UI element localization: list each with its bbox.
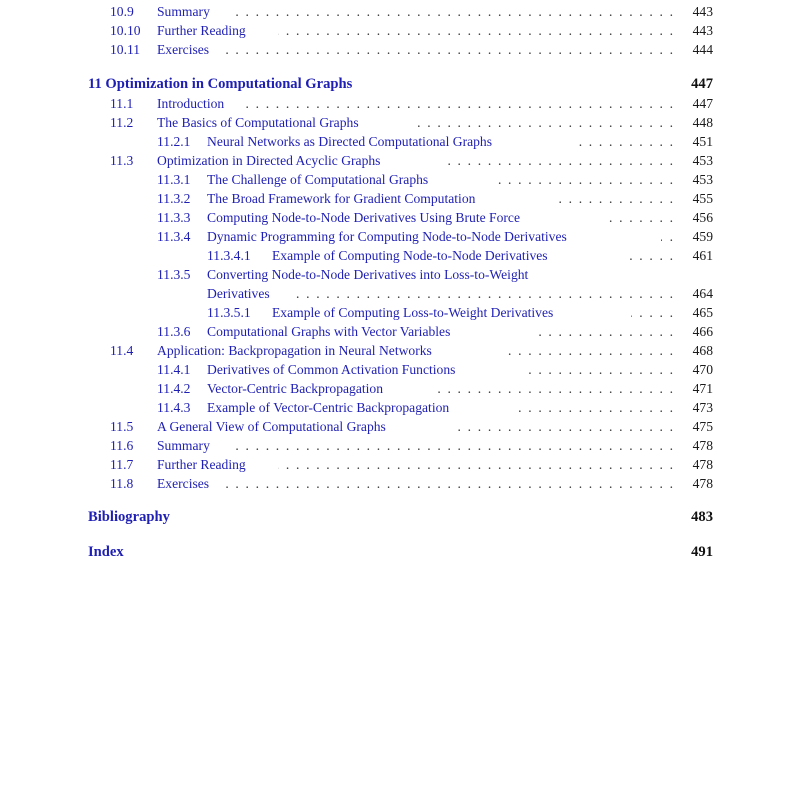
section-number[interactable]: 11.8 [110, 476, 134, 491]
section-number[interactable]: 11.4 [110, 343, 134, 358]
section-number[interactable]: 11.7 [110, 457, 134, 472]
section-title[interactable]: The Basics of Computational Graphs [157, 115, 359, 130]
chapter-title[interactable]: Bibliography [88, 509, 170, 525]
toc-entry[interactable] [110, 436, 713, 455]
toc-entry[interactable] [157, 132, 713, 151]
dot-leader [278, 21, 673, 40]
page-number: 456 [692, 210, 713, 225]
toc-entry[interactable] [110, 417, 713, 436]
toc-entry[interactable] [157, 360, 713, 379]
section-title-continuation[interactable]: Derivatives [207, 286, 270, 301]
page-number: 491 [691, 544, 713, 560]
section-title[interactable]: Dynamic Programming for Computing Node-to-Node Derivatives [207, 229, 567, 244]
chapter-title[interactable]: 11 Optimization in Computational Graphs [88, 76, 353, 92]
section-title[interactable]: The Challenge of Computational Graphs [207, 172, 429, 187]
section-title[interactable]: Example of Computing Loss-to-Weight Derivatives [272, 305, 554, 320]
page-number: 461 [692, 248, 713, 263]
section-title[interactable]: Application: Backpropagation in Neural Networks [157, 343, 432, 358]
dot-leader [575, 132, 673, 151]
toc-entry[interactable] [110, 341, 713, 360]
section-title[interactable]: Introduction [157, 96, 225, 111]
section-title[interactable]: Derivatives of Common Activation Functions [207, 362, 456, 377]
page-number: 447 [692, 96, 713, 111]
page-number: 470 [692, 362, 713, 377]
section-number[interactable]: 11.3.2 [157, 191, 191, 206]
section-title[interactable]: Example of Computing Node-to-Node Derivatives [272, 248, 548, 263]
toc-entry[interactable] [207, 303, 713, 322]
section-title[interactable]: Computing Node-to-Node Derivatives Using Brute Force [207, 210, 520, 225]
toc-entry[interactable] [110, 474, 713, 493]
section-title[interactable]: Exercises [157, 42, 210, 57]
page-number: 478 [692, 476, 713, 491]
section-number[interactable]: 11.5 [110, 419, 134, 434]
page-number: 459 [692, 229, 713, 244]
dot-leader [525, 360, 673, 379]
section-number[interactable]: 11.2.1 [157, 134, 191, 149]
dot-leader [627, 246, 673, 265]
section-number[interactable]: 11.3.1 [157, 172, 191, 187]
dot-leader [435, 379, 673, 398]
section-number[interactable]: 11.3 [110, 153, 134, 168]
section-number[interactable]: 11.4.3 [157, 400, 191, 415]
dot-leader [445, 151, 673, 170]
dot-leader [603, 208, 673, 227]
dot-leader [278, 455, 673, 474]
page-number: 478 [692, 457, 713, 472]
dot-leader [557, 189, 673, 208]
toc-entry[interactable] [157, 170, 713, 189]
page-number: 466 [692, 324, 713, 339]
dot-leader [661, 227, 673, 246]
section-title[interactable]: A General View of Computational Graphs [157, 419, 386, 434]
page-number: 483 [691, 509, 713, 525]
dot-leader [418, 113, 673, 132]
dot-leader [246, 94, 673, 113]
section-title[interactable]: The Broad Framework for Gradient Computation [207, 191, 476, 206]
section-number[interactable]: 11.2 [110, 115, 134, 130]
page-number: 471 [692, 381, 713, 396]
page-number: 443 [692, 4, 713, 19]
page-number: 475 [692, 419, 713, 434]
section-number[interactable]: 10.11 [110, 42, 141, 57]
toc-entry[interactable] [110, 40, 713, 59]
dot-leader [455, 417, 673, 436]
page-number: 451 [692, 134, 713, 149]
page-number: 455 [692, 191, 713, 206]
dot-leader [230, 436, 673, 455]
section-number[interactable]: 11.3.3 [157, 210, 191, 225]
section-number[interactable]: 11.3.4 [157, 229, 191, 244]
section-number[interactable]: 11.3.5 [157, 267, 191, 282]
toc-entry[interactable] [157, 208, 713, 227]
section-number[interactable]: 11.1 [110, 96, 134, 111]
toc-entry[interactable] [110, 455, 713, 474]
page-number: 468 [692, 343, 713, 358]
section-number[interactable]: 10.10 [110, 23, 141, 38]
section-number[interactable]: 11.4.1 [157, 362, 191, 377]
dot-leader [226, 40, 673, 59]
section-number[interactable]: 11.3.5.1 [207, 305, 251, 320]
toc-entry[interactable] [110, 151, 713, 170]
chapter-title[interactable]: Index [88, 544, 124, 560]
page-number: 473 [692, 400, 713, 415]
toc-entry[interactable] [110, 113, 713, 132]
page-number: 453 [692, 172, 713, 187]
section-number[interactable]: 11.4.2 [157, 381, 191, 396]
dot-leader [495, 170, 673, 189]
section-title[interactable]: Further Reading [157, 23, 246, 38]
dot-leader [631, 303, 673, 322]
section-title[interactable]: Exercises [157, 476, 210, 491]
section-title[interactable]: Optimization in Directed Acyclic Graphs [157, 153, 381, 168]
section-number[interactable]: 11.3.4.1 [207, 248, 251, 263]
page-number: 444 [692, 42, 713, 57]
section-title[interactable]: Converting Node-to-Node Derivatives into Loss-to-Weight [207, 267, 529, 282]
dot-leader [519, 398, 673, 417]
page-number: 464 [692, 286, 713, 301]
toc-entry[interactable] [110, 94, 713, 113]
dot-leader [506, 341, 673, 360]
toc-entry[interactable] [110, 21, 713, 40]
dot-leader [230, 2, 673, 21]
toc-entry[interactable] [157, 398, 713, 417]
section-title[interactable]: Computational Graphs with Vector Variables [207, 324, 451, 339]
section-number[interactable]: 10.9 [110, 4, 134, 19]
section-title[interactable]: Further Reading [157, 457, 246, 472]
toc-entry[interactable] [157, 379, 713, 398]
section-number[interactable]: 11.3.6 [157, 324, 191, 339]
toc-chapter-entry[interactable] [88, 508, 713, 527]
toc-entry[interactable] [157, 227, 713, 246]
toc-chapter-entry[interactable] [88, 543, 713, 562]
toc-chapter-entry[interactable] [88, 75, 713, 94]
toc-entry[interactable] [157, 189, 713, 208]
section-title[interactable]: Neural Networks as Directed Computational Graphs [207, 134, 493, 149]
section-title[interactable]: Summary [157, 4, 210, 19]
section-title[interactable]: Summary [157, 438, 210, 453]
section-number[interactable]: 11.6 [110, 438, 134, 453]
page-number: 448 [692, 115, 713, 130]
toc-entry-continuation[interactable] [157, 284, 713, 303]
page-number: 465 [692, 305, 713, 320]
toc-entry[interactable] [157, 265, 713, 284]
page-number: 443 [692, 23, 713, 38]
dot-leader [292, 284, 673, 303]
page-number: 478 [692, 438, 713, 453]
dot-leader [226, 474, 673, 493]
dot-leader [535, 322, 673, 341]
toc-entry[interactable] [110, 2, 713, 21]
page-number: 447 [691, 76, 713, 92]
section-title[interactable]: Vector-Centric Backpropagation [207, 381, 384, 396]
page-number: 453 [692, 153, 713, 168]
toc-entry[interactable] [157, 322, 713, 341]
toc-entry[interactable] [207, 246, 713, 265]
section-title[interactable]: Example of Vector-Centric Backpropagation [207, 400, 450, 415]
